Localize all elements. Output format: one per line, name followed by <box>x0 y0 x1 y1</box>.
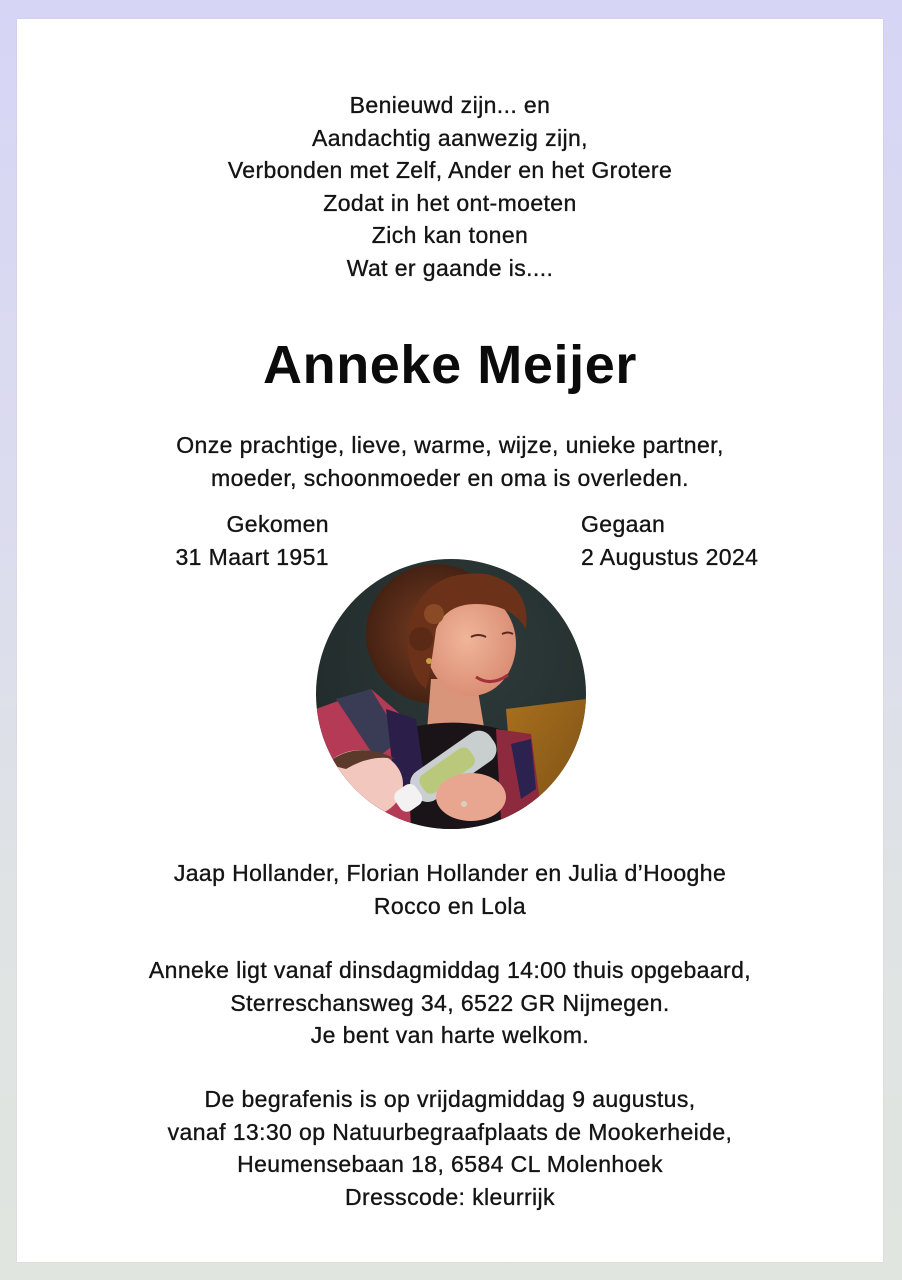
death-value: 2 Augustus 2024 <box>581 543 759 570</box>
poem <box>17 89 883 284</box>
death-label: Gegaan <box>581 511 666 537</box>
viewing-line: Anneke ligt vanaf dinsdagmiddag 14:00 thuis opgebaard, <box>148 957 752 983</box>
deceased-name: Anneke Meijer <box>263 335 637 395</box>
birth-value: 31 Maart 1951 <box>175 543 329 570</box>
viewing-info <box>17 954 883 1052</box>
family-line: Jaap Hollander, Florian Hollander en Julia d’Hooghe <box>173 860 727 886</box>
birth-label: Gekomen <box>226 511 329 537</box>
funeral-line: vanaf 13:30 op Natuurbegraafplaats de Mookerheide, <box>167 1118 733 1145</box>
intro-line: Onze prachtige, lieve, warme, wijze, unieke partner, <box>176 432 724 458</box>
viewing-line: Je bent van harte welkom. <box>310 1022 590 1048</box>
poem-line: Benieuwd zijn... en <box>349 92 551 118</box>
poem-line: Verbonden met Zelf, Ander en het Grotere <box>227 157 673 183</box>
poem-line: Zodat in het ont-moeten <box>323 189 577 216</box>
family-line: Rocco en Lola <box>373 892 527 919</box>
poem-line: Wat er gaande is.... <box>346 254 554 281</box>
obituary-card <box>17 19 883 1262</box>
funeral-line: Heumensebaan 18, 6584 CL Molenhoek <box>237 1151 663 1177</box>
viewing-line: Sterreschansweg 34, 6522 GR Nijmegen. <box>230 989 670 1016</box>
family-names <box>17 857 883 922</box>
funeral-line: De begrafenis is op vrijdagmiddag 9 augustus, <box>204 1086 696 1112</box>
portrait-image <box>316 559 586 829</box>
poem-line: Zich kan tonen <box>371 222 529 248</box>
intro-line: moeder, schoonmoeder en oma is overleden. <box>211 464 689 491</box>
dresscode-line: Dresscode: kleurrijk <box>345 1183 555 1210</box>
death-date <box>581 508 758 573</box>
funeral-info <box>17 1083 883 1213</box>
intro-text <box>17 429 883 494</box>
poem-line: Aandachtig aanwezig zijn, <box>312 124 588 151</box>
portrait-photo <box>316 559 586 829</box>
birth-date <box>175 508 329 573</box>
